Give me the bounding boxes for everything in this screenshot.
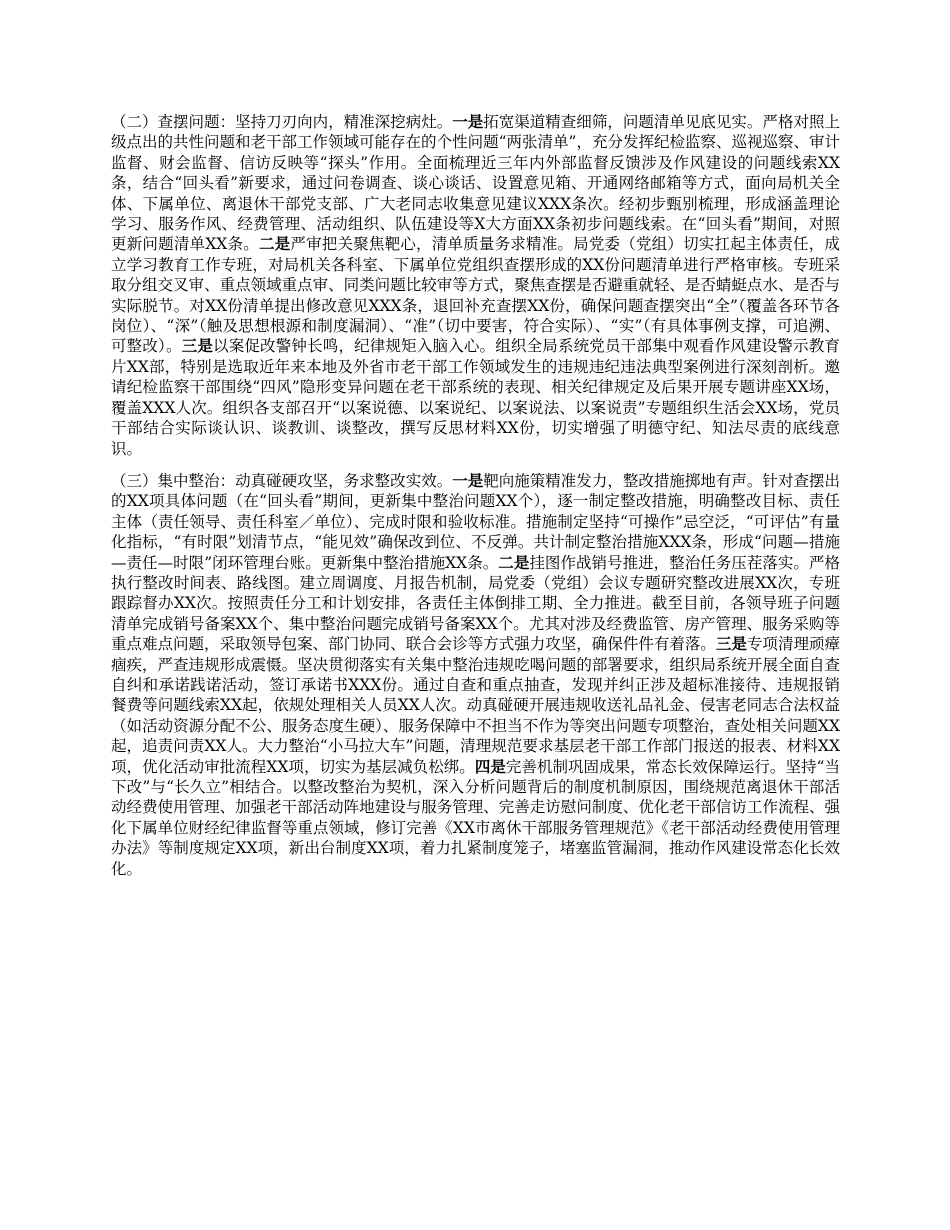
section-3-paragraph xyxy=(111,471,840,879)
section-3-item-4-text: 完善机制巩固成果，常态长效保障运行。坚持“当下改”与“长久立”相结合。以整改整治为契机，深入分析问题背后的制度机制原因，围绕规范离退休干部活动经费使用管理、加强老干部活动阵地建设与服务管理、完善走访慰问制度、优化老干部信访工作流程、强化下属单位财经纪律监督等重点领域，修订完善《XX市离休干部服务管理规范》《老干部活动经费使用管理办法》等制度规定XX项，新出台制度XX项，着力扎紧制度笼子，堵塞监管漏洞，推动作风建设常态化长效化。 xyxy=(111,757,840,878)
section-3-item-4-marker: 四是 xyxy=(474,756,506,776)
section-2-item-1-marker: 一是 xyxy=(452,112,484,131)
section-3-item-3-text: 专项清理顽瘴痼疾，严查违规形成震慑。坚决贯彻落实有关集中整治违规吃喝问题的部署要求，组织局系统开展全面自查自纠和承诺践诺活动，签订承诺书XXX份。通过自查和重点抽查，发现并纠正涉及超标准接待、违规报销餐费等问题线索XX起，依规处理相关人员XX人次。动真碰硬开展违规收送礼品礼金、侵害老同志合法权益（如活动资源分配不公、服务态度生硬）、服务保障中不担当不作为等突出问题专项整治，查处相关问题XX起，追责问责XX人。大力整治“小马拉大车”问题，清理规范要求基层老干部工作部门报送的报表、材料XX项，优化活动审批流程XX项，切实为基层减负松绑。 xyxy=(111,635,840,776)
section-3-item-2-text: 挂图作战销号推进，整治任务压茬落实。严格执行整改时间表、路线图。建立周调度、月报告机制，局党委（党组）会议专题研究整改进展XX次，专班跟踪督办XX次。按照责任分工和计划安排，各责任主体倒排工期、全力推进。截至目前，各领导班子问题清单完成销号备案XX个、集中整治问题完成销号备案XX个。尤其对涉及经费监管、房产管理、服务采购等重点难点问题，采取领导包案、部门协同、联合会诊等方式强力攻坚，确保件件有着落。 xyxy=(111,553,840,654)
section-3-item-1-marker: 一是 xyxy=(452,470,484,490)
section-2-item-2-marker: 二是 xyxy=(258,234,291,254)
section-3-item-2-marker: 二是 xyxy=(498,552,530,572)
section-2-paragraph xyxy=(111,112,840,459)
section-2-item-2-text: 严审把关聚焦靶心，清单质量务求精准。局党委（党组）切实扛起主体责任，成立学习教育工作专班，对局机关各科室、下属单位党组织查摆形成的XX份问题清单进行严格审核。专班采取分组交叉审、重点领域重点审、同类问题比较审等方式，聚焦查摆是否避重就轻、是否蜻蜓点水、是否与实际脱节。对XX份清单提出修改意见XXX条，退回补充查摆XX份，确保问题查摆突出“全”（覆盖各环节各岗位）、“深”（触及思想根源和制度漏洞）、“准”（切中要害，符合实际）、“实”（有具体事例支撑，可追溯、可整改）。 xyxy=(111,235,840,356)
document-page xyxy=(111,112,840,879)
section-2-heading: （二）查摆问题：坚持刀刃向内，精准深挖病灶。 xyxy=(111,113,453,131)
section-2-item-1-text: 拓宽渠道精查细筛，问题清单见底见实。严格对照上级点出的共性问题和老干部工作领域可能存在的个性问题“两张清单”，充分发挥纪检监察、巡视巡察、审计监督、财会监督、信访反映等“探头”作用。全面梳理近三年内外部监督反馈涉及作风建设的问题线索XX条，结合“回头看”新要求，通过问卷调查、谈心谈话、设置意见箱、开通网络邮箱等方式，面向局机关全体、下属单位、离退休干部党支部、广大老同志收集意见建议XXX条次。经初步甄别梳理，形成涵盖理论学习、服务作风、经费管理、活动组织、队伍建设等X大方面XX条初步问题线索。在“回头看”期间，对照更新问题清单XX条。 xyxy=(111,113,840,254)
section-2-item-3-text: 以案促改警钟长鸣，纪律规矩入脑入心。组织全局系统党员干部集中观看作风建设警示教育片XX部，特别是选取近年来本地及外省市老干部工作领域发生的违规违纪违法典型案例进行深刻剖析。邀请纪检监察干部围绕“四风”隐形变异问题在老干部系统的表现、相关纪律规定及后果开展专题讲座XX场，覆盖XXX人次。组织各支部召开“以案说德、以案说纪、以案说法、以案说责”专题组织生活会XX场，党员干部结合实际谈认识、谈教训、谈整改，撰写反思材料XX份，切实增强了明德守纪、知法尽责的底线意识。 xyxy=(111,337,840,458)
section-2-item-3-marker: 三是 xyxy=(181,336,214,356)
section-3-item-3-marker: 三是 xyxy=(715,634,747,654)
section-3-heading: （三）集中整治：动真碰硬攻坚，务求整改实效。 xyxy=(111,471,453,490)
section-3-item-1-text: 靶向施策精准发力，整改措施掷地有声。针对查摆出的XX项具体问题（在“回头看”期间，更新集中整治问题XX个），逐一制定整改措施，明确整改目标、责任主体（责任领导、责任科室／单位）、完成时限和验收标准。措施制定坚持“可操作”忌空泛，“可评估”有量化指标，“有时限”划清节点，“能见效”确保改到位、不反弹。共计制定整治措施XXX条，形成“问题—措施—责任—时限”闭环管理台账。更新集中整治措施XX条。 xyxy=(111,471,840,572)
